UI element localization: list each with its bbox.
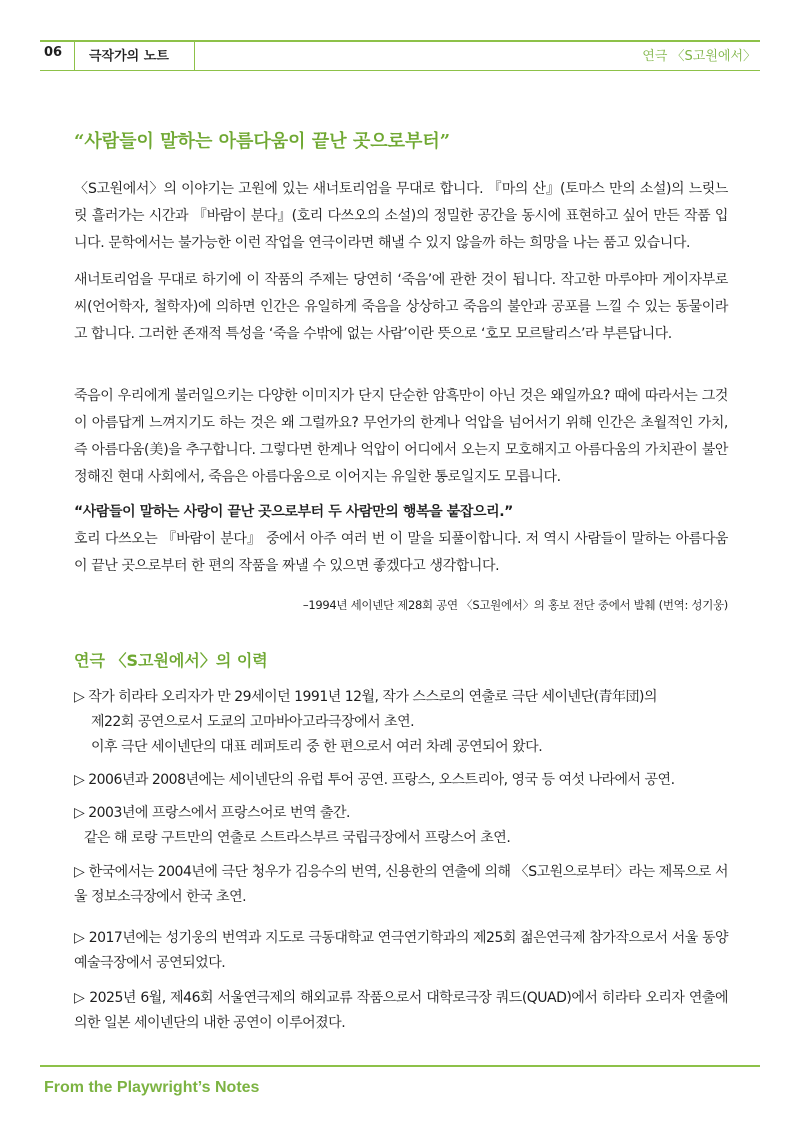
history-text: ▷ 한국에서는 2004년에 극단 청우가 김응수의 번역, 신용한의 연출에 의해 〈S고원으로부터〉라는 제목으로 서울 정보소극장에서 한국 초연. (74, 864, 728, 905)
footer-rule (40, 1065, 760, 1067)
header-divider (74, 40, 75, 70)
running-title: 연극 〈S고원에서〉 (642, 49, 756, 64)
quote-heading: “사람들이 말하는 아름다움이 끝난 곳으로부터” (74, 131, 451, 152)
history-item (74, 768, 728, 793)
footer-title: From the Playwright’s Notes (44, 1079, 260, 1096)
history-line: ▷ 작가 히라타 오리자가 만 29세이던 1991년 12월, 작가 스스로의 연출로 극단 세이넨단(青年団)의 (74, 689, 658, 705)
header-top-rule (40, 40, 760, 42)
history-line: 제22회 공연으로서 도쿄의 고마바아고라극장에서 초연. (91, 714, 415, 730)
history-line: ▷ 2006년과 2008년에는 세이넨단의 유럽 투어 공연. 프랑스, 오스트리아, 영국 등 여섯 나라에서 공연. (74, 772, 675, 788)
history-item (74, 801, 728, 851)
paragraph (74, 176, 728, 257)
section-title: 극작가의 노트 (89, 49, 169, 64)
history-item (74, 860, 728, 910)
paragraph-text: 호리 다쓰오는 『바람이 분다』 중에서 아주 여러 번 이 말을 되풀이합니다. 저 역시 사람들이 말하는 아름다움이 끝난 곳으로부터 한 편의 작품을 짜낼 수 있으면 좋겠다고 생각합니다. (74, 531, 728, 574)
citation: –1994년 세이넨단 제28회 공연 〈S고원에서〉의 홍보 전단 중에서 발췌 (번역: 성기웅) (302, 598, 728, 612)
header-bottom-rule (40, 70, 760, 71)
history-text: ▷ 2017년에는 성기웅의 번역과 지도로 극동대학교 연극연기학과의 제25회 젊은연극제 참가작으로서 서울 동양예술극장에서 공연되었다. (74, 930, 728, 971)
history-text: ▷ 2025년 6월, 제46회 서울연극제의 해외교류 작품으로서 대학로극장 쿼드(QUAD)에서 히라타 오리자 연출에 의한 일본 세이넨단의 내한 공연이 이루어졌다. (74, 990, 728, 1031)
paragraph (74, 499, 728, 580)
history-item (74, 986, 728, 1036)
paragraph-text: 죽음이 우리에게 불러일으키는 다양한 이미지가 단지 단순한 암흑만이 아닌 것은 왜일까요? 때에 따라서는 그것이 아름답게 느껴지기도 하는 것은 왜 그럴까요? 무언가의 한계나 억압을 넘어서기 위해 인간은 초월적인 가치, 즉 아름다움(美)을 추구합니다. 그렇다면 한계나 억압이 어디에서 오는지 모호해지고 아름다움의 가치관이 불안정해진 현대 사회에서, 죽음은 아름다움으로 이어지는 유일한 통로일지도 모릅니다. (74, 388, 728, 485)
history-heading: 연극 〈S고원에서〉의 이력 (74, 651, 268, 670)
history-line: ▷ 2003년에 프랑스에서 프랑스어로 번역 출간. (74, 805, 350, 821)
history-item (74, 685, 728, 760)
paragraph (74, 267, 728, 348)
history-line: 이후 극단 세이넨단의 대표 레퍼토리 중 한 편으로서 여러 차례 공연되어 왔다. (91, 739, 543, 755)
header-divider (194, 40, 195, 70)
paragraph-text: 〈S고원에서〉의 이야기는 고원에 있는 새너토리엄을 무대로 합니다. 『마의 산』(토마스 만의 소설)의 느릿느릿 흘러가는 시간과 『바람이 분다』(호리 다쓰오의 소설)의 정밀한 공간을 동시에 표현하고 싶어 만든 작품 입니다. 문학에서는 불가능한 이런 작업을 연극이라면 해낼 수 있지 않을까 하는 희망을 나는 품고 있습니다. (74, 181, 728, 251)
paragraph (74, 383, 728, 491)
history-item (74, 926, 728, 976)
page-number: 06 (44, 45, 63, 60)
paragraph-text: 새너토리엄을 무대로 하기에 이 작품의 주제는 당연히 ‘죽음’에 관한 것이 됩니다. 작고한 마루야마 게이자부로 씨(언어학자, 철학자)에 의하면 인간은 유일하게 죽음을 상상하고 죽음의 불안과 공포를 느낄 수 있는 동물이라고 합니다. 그러한 존재적 특성을 ‘죽을 수밖에 없는 사람’이란 뜻으로 ‘호모 모르탈리스’라 부른답니다. (74, 272, 728, 342)
emphasized-quote: “사람들이 말하는 사랑이 끝난 곳으로부터 두 사람만의 행복을 붙잡으리.” (74, 504, 513, 520)
history-line: 같은 해 로랑 구트만의 연출로 스트라스부르 국립극장에서 프랑스어 초연. (84, 830, 511, 846)
